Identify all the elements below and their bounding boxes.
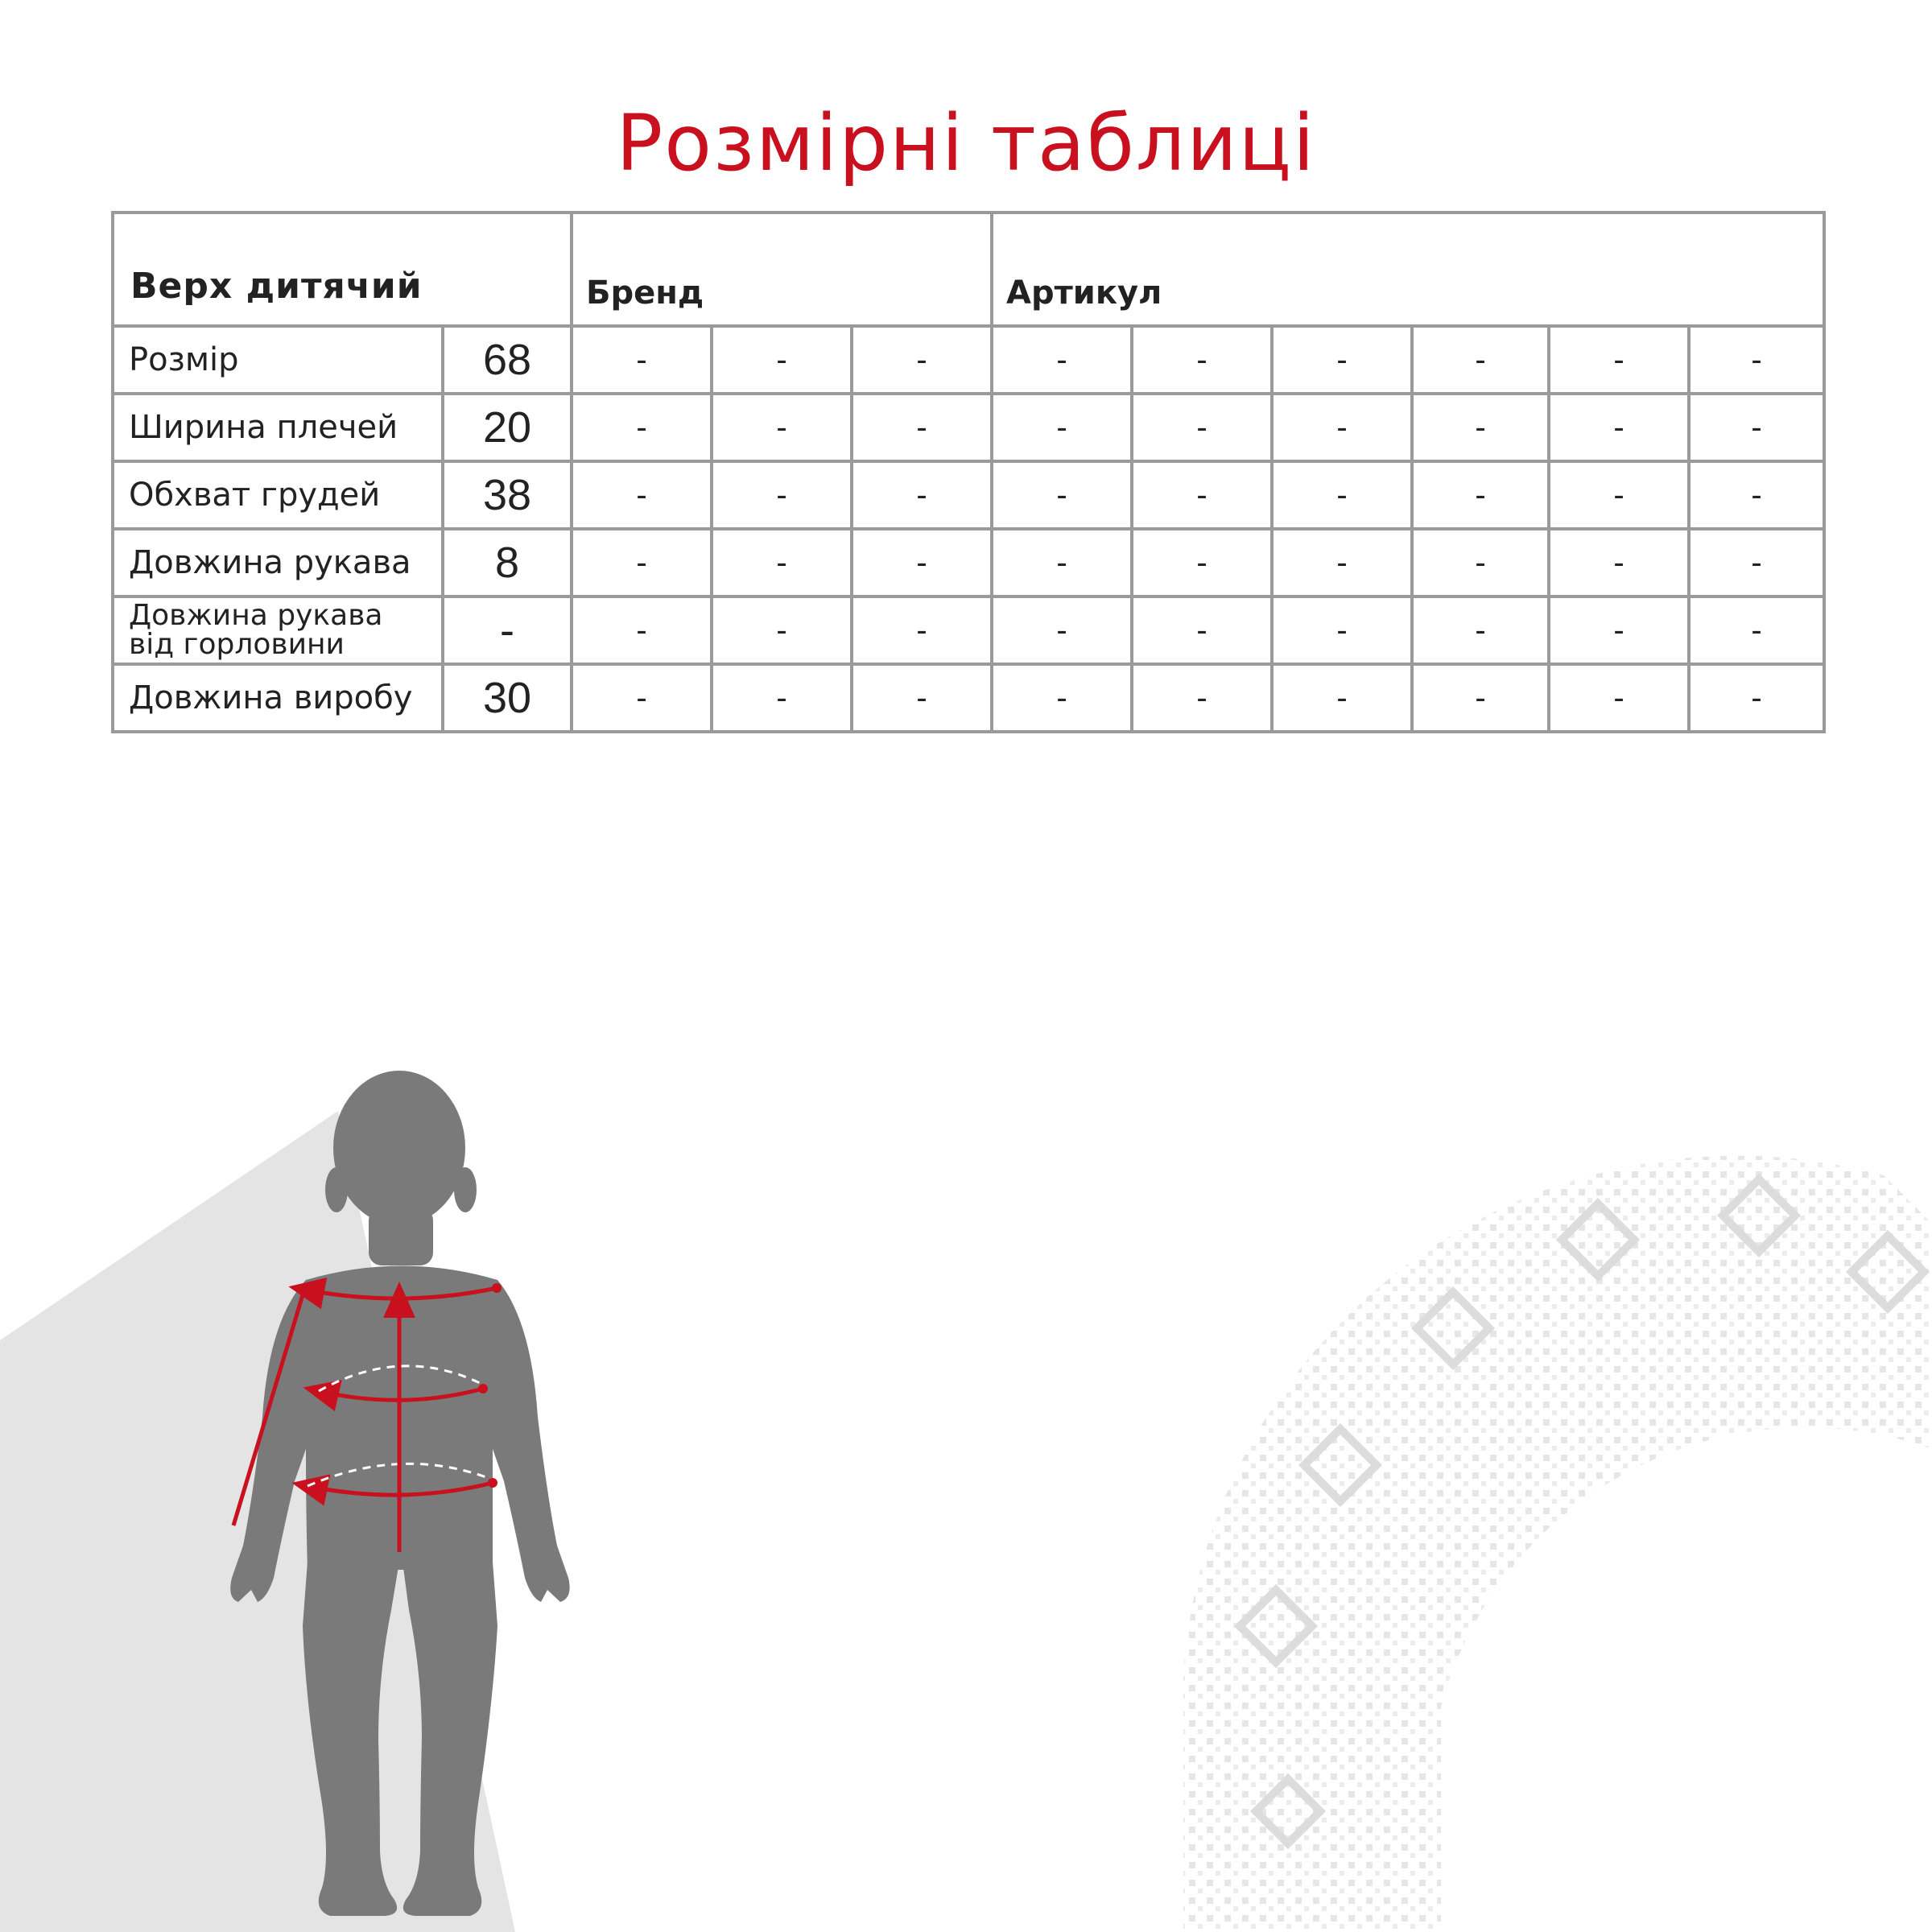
- table-cell: -: [1689, 326, 1824, 394]
- row-value: 68: [443, 326, 572, 394]
- table-cell: -: [1272, 461, 1412, 529]
- table-cell: -: [1689, 461, 1824, 529]
- table-cell: -: [572, 664, 712, 732]
- table-cell: -: [1549, 529, 1689, 597]
- table-cell: -: [1412, 461, 1549, 529]
- brand-header: Бренд: [572, 213, 992, 326]
- table-cell: -: [1549, 597, 1689, 664]
- table-cell: -: [1132, 326, 1272, 394]
- table-cell: -: [712, 326, 852, 394]
- table-cell: -: [852, 529, 992, 597]
- row-value: 8: [443, 529, 572, 597]
- table-cell: -: [992, 664, 1132, 732]
- table-cell: -: [1549, 461, 1689, 529]
- row-label-line: Довжина рукава: [129, 599, 383, 632]
- page-title: Розмірні таблиці: [616, 98, 1316, 188]
- row-value: 38: [443, 461, 572, 529]
- table-cell: -: [992, 529, 1132, 597]
- table-cell: -: [712, 529, 852, 597]
- table-cell: -: [1549, 394, 1689, 461]
- table-cell: -: [1412, 597, 1549, 664]
- table-cell: -: [1272, 664, 1412, 732]
- row-value: 20: [443, 394, 572, 461]
- table-cell: -: [1412, 664, 1549, 732]
- table-cell: -: [572, 597, 712, 664]
- table-cell: -: [852, 597, 992, 664]
- row-value: 30: [443, 664, 572, 732]
- table-cell: -: [1272, 597, 1412, 664]
- table-cell: -: [572, 529, 712, 597]
- table-cell: -: [1132, 597, 1272, 664]
- table-cell: -: [1689, 664, 1824, 732]
- table-cell: -: [992, 597, 1132, 664]
- article-header: Артикул: [992, 213, 1824, 326]
- table-cell: -: [852, 664, 992, 732]
- table-cell: -: [712, 394, 852, 461]
- row-label: Довжина рукава: [113, 529, 443, 597]
- table-cell: -: [1689, 529, 1824, 597]
- table-cell: -: [572, 326, 712, 394]
- row-label: Ширина плечей: [113, 394, 443, 461]
- table-cell: -: [1689, 597, 1824, 664]
- table-cell: -: [1689, 394, 1824, 461]
- table-cell: -: [1412, 529, 1549, 597]
- table-cell: -: [1132, 529, 1272, 597]
- table-cell: -: [712, 461, 852, 529]
- table-cell: -: [1272, 529, 1412, 597]
- row-label: Розмір: [113, 326, 443, 394]
- embroidery-pattern-icon: [1183, 1156, 1932, 1932]
- table-cell: -: [712, 664, 852, 732]
- table-cell: -: [1549, 664, 1689, 732]
- table-cell: -: [992, 326, 1132, 394]
- table-cell: -: [712, 597, 852, 664]
- row-label-line: від горловини: [129, 628, 345, 661]
- row-value: -: [443, 597, 572, 664]
- table-cell: -: [992, 461, 1132, 529]
- table-cell: -: [572, 461, 712, 529]
- table-cell: -: [852, 394, 992, 461]
- table-cell: -: [1132, 664, 1272, 732]
- table-cell: -: [852, 326, 992, 394]
- table-cell: -: [1549, 326, 1689, 394]
- table-cell: -: [1412, 326, 1549, 394]
- table-cell: -: [852, 461, 992, 529]
- table-cell: -: [1272, 326, 1412, 394]
- row-label: Довжина виробу: [113, 664, 443, 732]
- table-cell: -: [572, 394, 712, 461]
- table-cell: -: [992, 394, 1132, 461]
- category-header: Верх дитячий: [113, 213, 572, 326]
- table-cell: -: [1132, 461, 1272, 529]
- table-cell: -: [1412, 394, 1549, 461]
- table-cell: -: [1272, 394, 1412, 461]
- row-label: Обхват грудей: [113, 461, 443, 529]
- table-cell: -: [1132, 394, 1272, 461]
